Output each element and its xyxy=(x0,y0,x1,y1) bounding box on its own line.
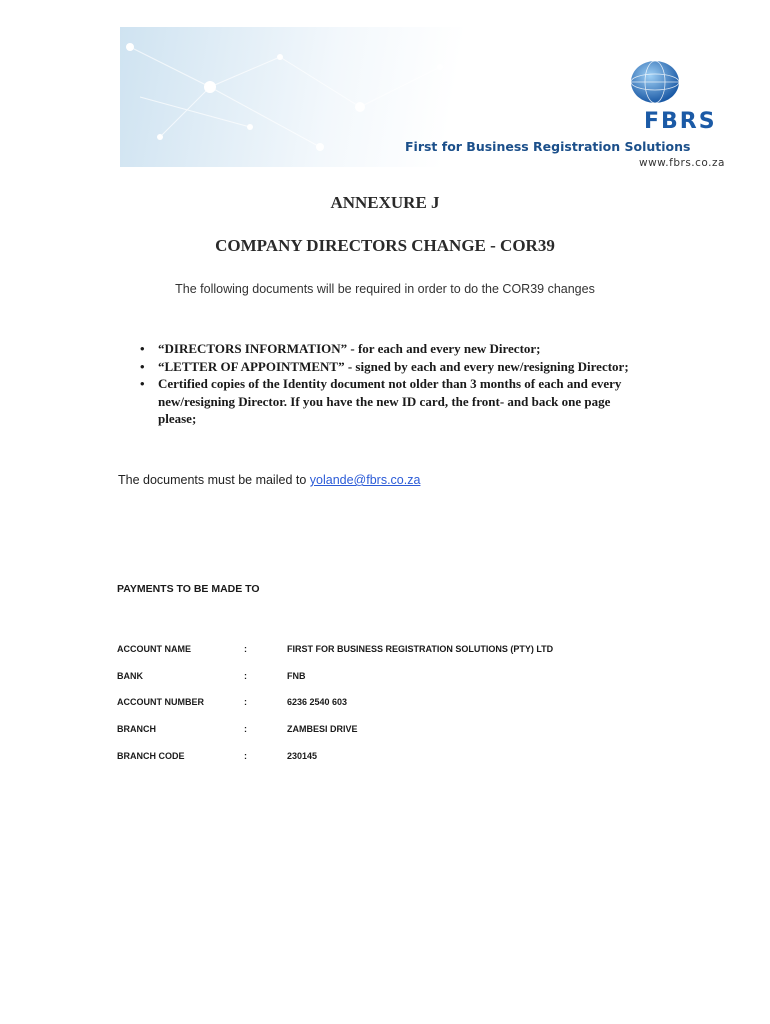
requirements-list xyxy=(138,340,648,428)
intro-text: The following documents will be required in order to do the COR39 changes xyxy=(175,282,595,296)
list-item: • “DIRECTORS INFORMATION” - for each and every new Director; xyxy=(140,341,541,356)
mail-instruction: The documents must be mailed to yolande@fbrs.co.za xyxy=(118,473,421,487)
row-value: FNB xyxy=(287,671,306,681)
tagline: First for Business Registration Solutions xyxy=(405,139,691,154)
document-title: COMPANY DIRECTORS CHANGE - COR39 xyxy=(215,236,555,255)
row-value: 6236 2540 603 xyxy=(287,697,348,707)
website-url: www.fbrs.co.za xyxy=(639,157,725,169)
annexure-heading: ANNEXURE J xyxy=(330,193,440,212)
row-value: 230145 xyxy=(287,751,318,761)
logo-text: FBRS xyxy=(644,109,717,134)
globe-icon xyxy=(625,57,685,107)
row-value: ZAMBESI DRIVE xyxy=(287,724,358,734)
email-link[interactable]: yolande@fbrs.co.za xyxy=(309,473,421,487)
header-banner xyxy=(120,27,725,169)
row-label: BANK xyxy=(117,671,143,681)
list-item: • Certified copies of the Identity document not older than 3 months of each and every new/resigning Director. If you have the new ID card, the front- and back one page please; xyxy=(140,376,622,426)
row-value: FIRST FOR BUSINESS REGISTRATION SOLUTIONS (PTY) LTD xyxy=(287,644,554,654)
row-label: ACCOUNT NUMBER xyxy=(117,697,204,707)
row-label: BRANCH xyxy=(117,724,156,734)
row-label: ACCOUNT NAME xyxy=(117,644,191,654)
list-item: • “LETTER OF APPOINTMENT” - signed by each and every new/resigning Director; xyxy=(140,358,629,374)
payments-heading: PAYMENTS TO BE MADE TO xyxy=(117,583,260,595)
row-label: BRANCH CODE xyxy=(117,751,185,761)
